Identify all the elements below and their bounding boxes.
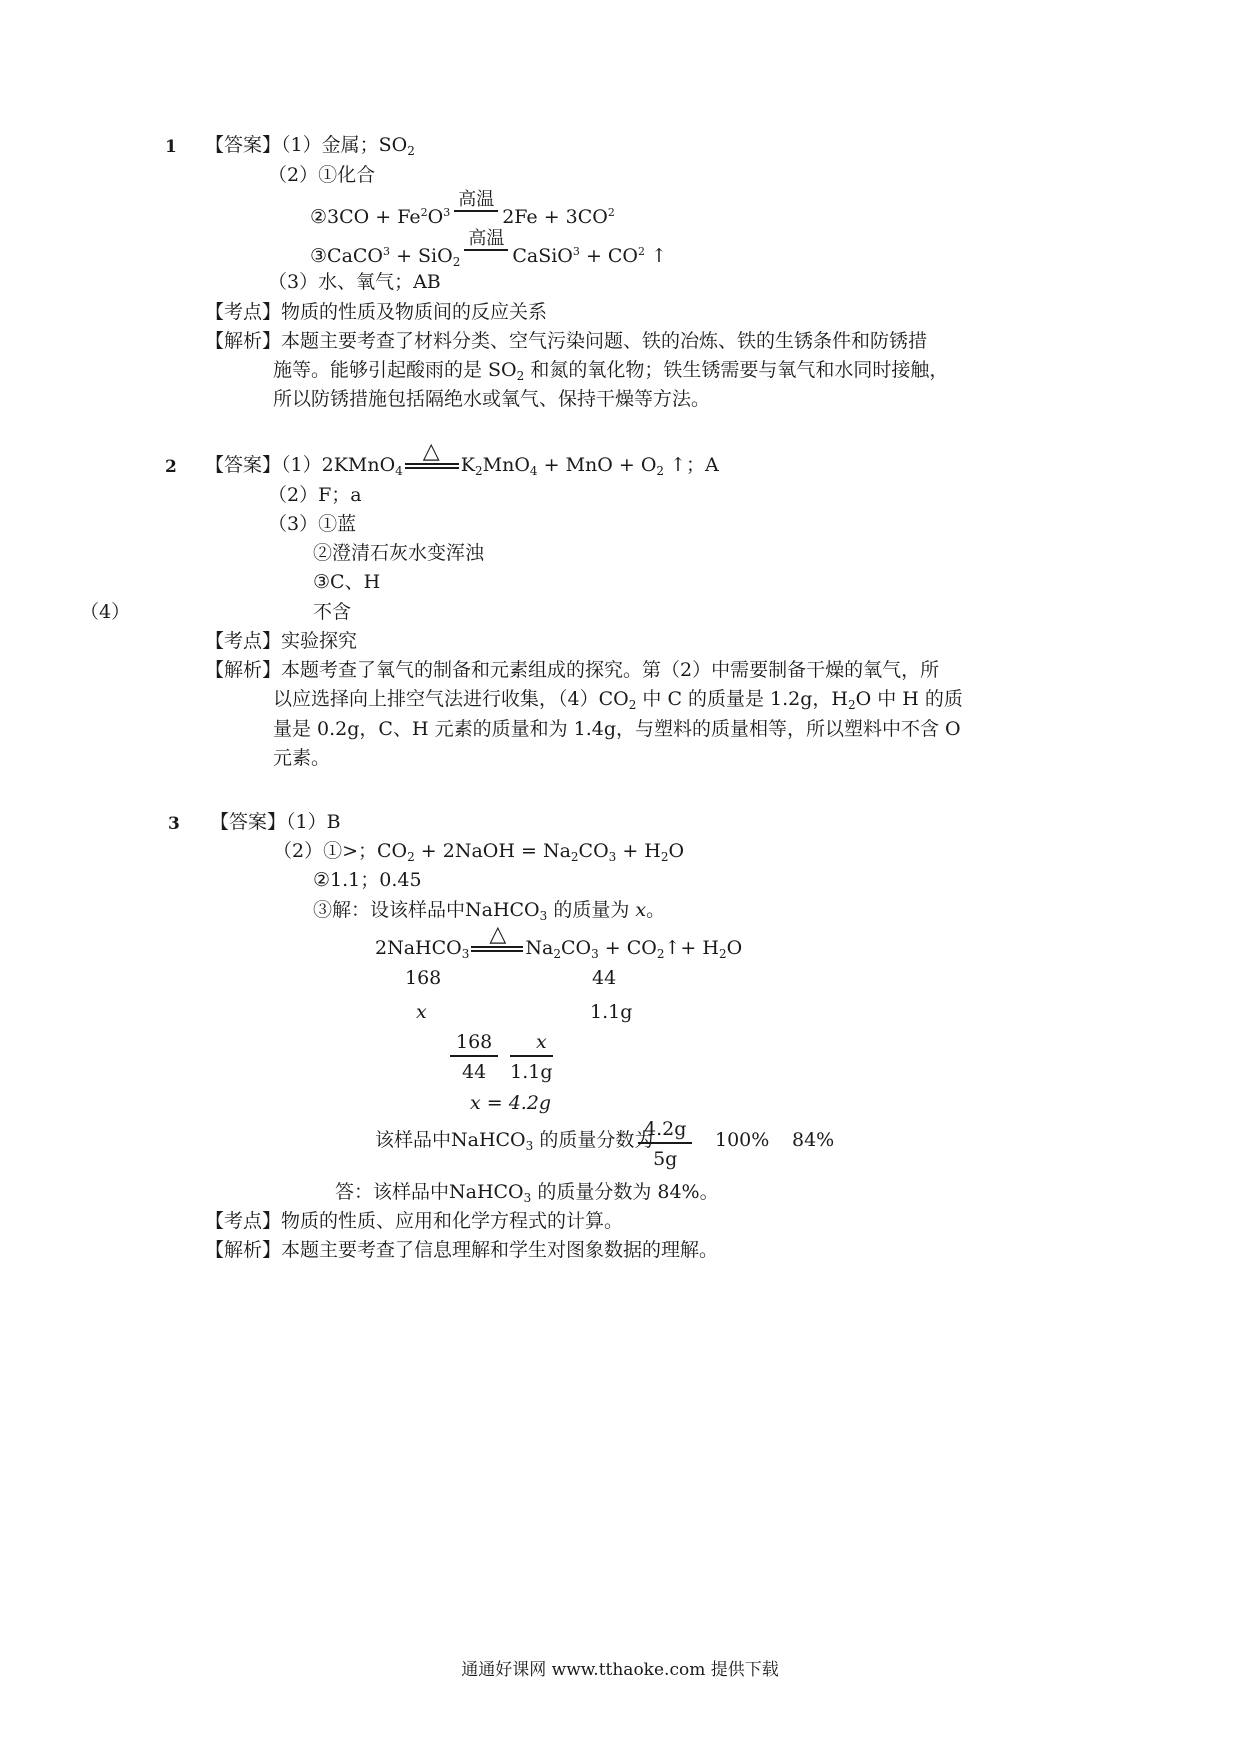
given-mass: 1.1g <box>590 1001 633 1023</box>
subscript: 3 <box>525 1139 534 1153</box>
question-number: 3 <box>168 814 180 834</box>
answer-part: 不含 <box>313 601 352 623</box>
subscript: 3 <box>608 850 617 864</box>
answer-text: 的质量为 <box>547 899 636 921</box>
variable: x <box>635 899 647 921</box>
equation-text: + CO <box>598 937 657 959</box>
result: x = 4.2g <box>470 1092 552 1114</box>
fraction-numerator: 4.2g <box>638 1116 692 1144</box>
superscript: 2 <box>420 206 428 219</box>
triangle-icon: △ <box>489 922 507 947</box>
jiexi-text: 中 C 的质量是 1.2g，H <box>636 688 849 710</box>
answer-text: 答：该样品中NaHCO <box>335 1181 524 1203</box>
molar-mass: 168 <box>405 967 442 989</box>
answer-text: ↑；A <box>670 454 719 476</box>
jiexi-line <box>205 329 927 353</box>
heating-condition <box>469 922 525 960</box>
equation-text: ↑+ H <box>664 937 719 959</box>
answer-text: （1）B <box>286 811 341 833</box>
answer-text: + MnO + O <box>543 454 657 476</box>
equation-text: + SiO <box>396 245 453 267</box>
answer-text: 的质量分数为 <box>533 1129 654 1151</box>
subscript: 2 <box>553 947 561 961</box>
answer-tag: 【答案】 <box>205 134 282 156</box>
percent-line <box>375 1128 653 1158</box>
fraction-denominator: 5g <box>653 1148 678 1170</box>
percent-value: 84% <box>792 1129 835 1151</box>
kaodian-tag: 【考点】 <box>205 630 282 652</box>
equation-text: ③CaCO <box>310 245 384 267</box>
equals-bar <box>405 463 459 469</box>
kaodian-line <box>205 1209 623 1233</box>
jiexi-text: 本题主要考查了材料分类、空气污染问题、铁的冶炼、铁的生锈条件和防锈措 <box>281 330 928 352</box>
superscript: 3 <box>572 245 580 258</box>
answer-text: 。 <box>646 899 666 921</box>
jiexi-line <box>273 358 948 388</box>
jiexi-tag: 【解析】 <box>205 330 282 352</box>
jiexi-text: 本题主要考查了信息理解和学生对图象数据的理解。 <box>281 1239 719 1261</box>
subscript: 2 <box>718 947 727 961</box>
subscript: 2 <box>452 255 461 269</box>
fraction-numerator: x <box>510 1029 553 1057</box>
question-number: 2 <box>165 457 177 477</box>
answer-text: CO <box>578 840 609 862</box>
answer-text: K <box>460 454 475 476</box>
subscript: 3 <box>461 947 470 961</box>
subscript: 2 <box>570 850 579 864</box>
answer-line <box>210 810 341 834</box>
answer-part: ②1.1；0.45 <box>313 869 422 891</box>
answer-tag: 【答案】 <box>210 811 287 833</box>
jiexi-text: 以应选择向上排空气法进行收集，（4）CO <box>273 688 629 710</box>
jiexi-line: 元素。 <box>273 747 331 769</box>
ratio-fraction <box>510 1029 553 1087</box>
variable: x <box>416 1001 427 1023</box>
equation <box>375 922 743 966</box>
answer-part: （3）①蓝 <box>268 513 357 535</box>
answer-part: （2）①化合 <box>268 164 376 186</box>
answer-part: （2）F；a <box>268 484 362 506</box>
answer-part: （3）水、氧气；AB <box>268 271 441 293</box>
subscript: 2 <box>407 850 415 864</box>
equation <box>310 189 615 229</box>
subscript: 3 <box>591 947 599 961</box>
page-footer: 通通好课网 www.tthaoke.com 提供下载 <box>461 1660 779 1680</box>
subscript: 3 <box>539 909 548 923</box>
equation-text: + CO <box>585 245 639 267</box>
reaction-condition: 高温 <box>454 201 498 212</box>
answer-text: （1）2KMnO <box>281 454 396 476</box>
equation <box>310 228 667 274</box>
jiexi-line: 所以防锈措施包括隔绝水或氧气、保持干燥等方法。 <box>273 388 711 410</box>
equation-text: 2NaHCO <box>375 937 462 959</box>
subscript: 2 <box>475 464 483 478</box>
subscript: 2 <box>516 369 525 383</box>
answer-text: O <box>668 840 685 862</box>
fraction-numerator: 168 <box>450 1029 498 1057</box>
kaodian-text: 实验探究 <box>281 630 358 652</box>
answer-part: ②澄清石灰水变浑浊 <box>313 542 485 564</box>
answer-text: ③解：设该样品中NaHCO <box>313 899 540 921</box>
answer-text: （2）①>；CO <box>273 840 408 862</box>
jiexi-text: 本题考查了氧气的制备和元素组成的探究。第（2）中需要制备干燥的氧气，所 <box>281 659 940 681</box>
jiexi-text: O 中 H 的质 <box>855 688 963 710</box>
subscript: 4 <box>395 464 403 478</box>
kaodian-tag: 【考点】 <box>205 1210 282 1232</box>
kaodian-text: 物质的性质及物质间的反应关系 <box>281 301 548 323</box>
gas-arrow: ↑ <box>651 245 667 267</box>
answer-part-label: （4） <box>80 601 131 623</box>
answer-text: （1）金属；SO <box>281 134 408 156</box>
molar-mass: 44 <box>592 967 617 989</box>
fraction-denominator: 1.1g <box>510 1061 553 1083</box>
subscript: 2 <box>848 698 856 712</box>
reaction-condition: 高温 <box>464 240 508 251</box>
answer-text: + 2NaOH = Na <box>414 840 571 862</box>
triangle-icon: △ <box>422 439 440 464</box>
subscript: 2 <box>660 850 669 864</box>
equation-text: O <box>726 937 743 959</box>
answer-text: 的质量分数为 84%。 <box>531 1181 719 1203</box>
subscript: 2 <box>407 144 415 158</box>
equation-text: 2Fe + 3CO <box>502 206 608 228</box>
superscript: 3 <box>383 245 391 258</box>
equation-text: CO <box>560 937 592 959</box>
percent-fraction <box>638 1116 692 1174</box>
fraction-denominator: 44 <box>462 1061 487 1083</box>
final-answer <box>335 1180 719 1210</box>
jiexi-line <box>205 658 939 682</box>
jiexi-text: 和氮的氧化物；铁生锈需要与氧气和水同时接触， <box>524 359 949 381</box>
equation-text: Na <box>525 937 554 959</box>
ratio-fraction <box>450 1029 498 1087</box>
equation-text: CaSiO <box>512 245 573 267</box>
superscript: 3 <box>443 206 451 219</box>
jiexi-line: 量是 0.2g，C、H 元素的质量和为 1.4g，与塑料的质量相等，所以塑料中不含 O <box>273 718 961 740</box>
answer-part <box>273 839 684 869</box>
superscript: 2 <box>638 245 646 258</box>
answer-text: MnO <box>482 454 530 476</box>
answer-part: ③C、H <box>313 571 381 593</box>
jiexi-tag: 【解析】 <box>205 1239 282 1261</box>
equals-bar <box>471 946 523 952</box>
superscript: 2 <box>607 206 615 219</box>
jiexi-line <box>205 1238 718 1262</box>
percent-factor: 100% <box>715 1129 770 1151</box>
answer-line <box>205 133 415 163</box>
answer-tag: 【答案】 <box>205 454 282 476</box>
subscript: 2 <box>656 464 665 478</box>
kaodian-line <box>205 629 357 653</box>
kaodian-line <box>205 300 547 324</box>
answer-line <box>205 439 719 483</box>
subscript: 2 <box>656 947 665 961</box>
question-number: 1 <box>165 137 177 157</box>
answer-text: + H <box>616 840 661 862</box>
equation-text: ②3CO + Fe <box>310 206 421 228</box>
answer-text: 该样品中NaHCO <box>375 1129 526 1151</box>
kaodian-text: 物质的性质、应用和化学方程式的计算。 <box>281 1210 624 1232</box>
subscript: 4 <box>529 464 538 478</box>
kaodian-tag: 【考点】 <box>205 301 282 323</box>
jiexi-line <box>273 687 963 717</box>
jiexi-tag: 【解析】 <box>205 659 282 681</box>
heating-condition <box>403 439 461 477</box>
equation-text: O <box>427 206 444 228</box>
jiexi-text: 施等。能够引起酸雨的是 SO <box>273 359 517 381</box>
subscript: 3 <box>523 1191 532 1205</box>
subscript: 2 <box>628 698 637 712</box>
